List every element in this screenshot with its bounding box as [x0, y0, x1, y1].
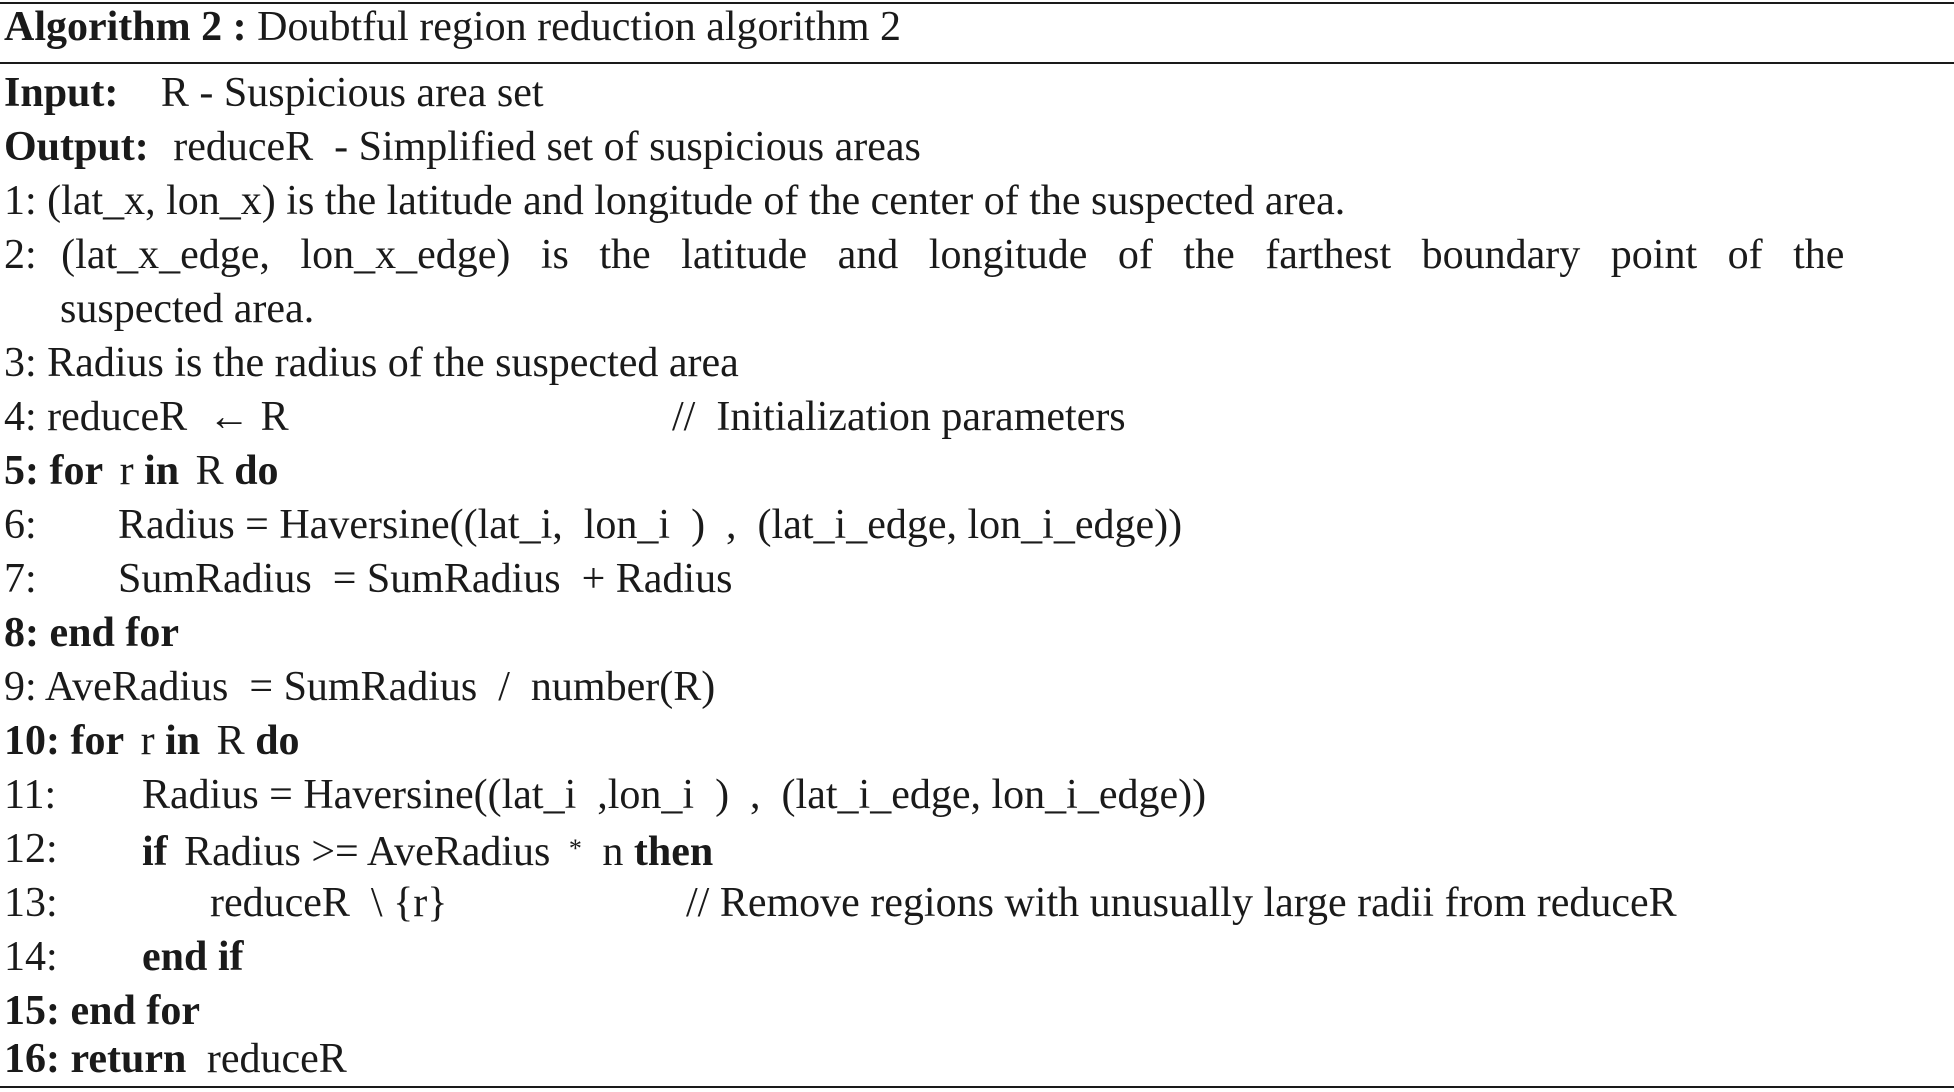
step-text: Radius = Haversine((lat_i ,lon_i ) , (lat_i_edge, lon_i_edge)) [142, 772, 1207, 818]
step-text: SumRadius = SumRadius + Radius [118, 556, 733, 602]
keyword-in: in [165, 718, 201, 764]
step-5 [4, 444, 279, 498]
step-11 [4, 768, 56, 822]
keyword-do: do [255, 718, 300, 764]
step-number: 4: [4, 394, 37, 440]
step-number: 10: [4, 718, 60, 764]
keyword-if: if [142, 829, 168, 875]
step-8 [4, 606, 179, 660]
step-1 [4, 174, 1345, 228]
output-text: reduceR - Simplified set of suspicious areas [173, 124, 921, 170]
step-number: 8: [4, 610, 39, 656]
keyword-return: return [70, 1036, 187, 1082]
step-16 [4, 1032, 347, 1086]
step-number: 7: [4, 556, 37, 602]
title-text: Doubtful region reduction algorithm 2 [257, 4, 902, 50]
input-line [4, 66, 544, 120]
step-number: 6: [4, 502, 37, 548]
step-number: 14: [4, 934, 58, 980]
step-14 [4, 930, 58, 984]
keyword-for: for [49, 448, 104, 494]
input-label: Input: [4, 70, 119, 116]
step-2 [4, 228, 1950, 282]
step-10 [4, 714, 300, 768]
step-number: 3: [4, 340, 37, 386]
step-number: 13: [4, 880, 58, 926]
bottom-rule [0, 1086, 1954, 1088]
step-text: Radius = Haversine((lat_i, lon_i ) , (lat_i_edge, lon_i_edge)) [118, 502, 1183, 548]
step-number: 1: [4, 178, 37, 224]
step-6-body [118, 498, 1182, 552]
step-13 [4, 876, 58, 930]
step-12 [4, 822, 58, 876]
step-text: reduceR ← R [47, 394, 289, 440]
step-number: 9: [4, 664, 37, 710]
step-text: suspected area. [60, 286, 315, 332]
step-text: Radius is the radius of the suspected area [47, 340, 739, 386]
step-number: 11: [4, 772, 57, 818]
step-4-comment [672, 390, 1126, 444]
step-text: (lat_x, lon_x) is the latitude and longitude of the center of the suspected area. [47, 178, 1346, 224]
step-number: 2: [4, 232, 37, 278]
condition-text: Radius >= AveRadius [184, 829, 551, 875]
multiply-operator: * [568, 834, 582, 863]
step-9 [4, 660, 715, 714]
step-13-comment [686, 876, 1677, 930]
step-7 [4, 552, 37, 606]
keyword-in: in [144, 448, 180, 494]
step-number: 16: [4, 1036, 60, 1082]
keyword-end-for: end for [70, 988, 200, 1034]
keyword-end-if: end if [142, 934, 244, 980]
step-text: (lat_x_edge, lon_x_edge) is the latitude and longitude of the farthest boundary point of the [61, 232, 1845, 278]
step-7-body [118, 552, 732, 606]
title-label: Algorithm 2 : [4, 4, 247, 50]
step-6 [4, 498, 37, 552]
step-14-body [142, 930, 244, 984]
comment-text: // Initialization parameters [672, 394, 1126, 440]
factor-variable: n [602, 829, 624, 875]
loop-variable: r [140, 718, 155, 764]
step-2-continued [60, 282, 314, 336]
step-3 [4, 336, 739, 390]
loop-set: R [216, 718, 245, 764]
keyword-end-for: end for [49, 610, 179, 656]
step-number: 15: [4, 988, 60, 1034]
step-4 [4, 390, 289, 444]
step-12-body [142, 822, 713, 876]
loop-set: R [195, 448, 224, 494]
keyword-for: for [70, 718, 125, 764]
step-11-body [142, 768, 1206, 822]
header-rule [0, 62, 1954, 64]
input-text: R - Suspicious area set [160, 70, 544, 116]
keyword-then: then [633, 829, 714, 875]
step-number: 5: [4, 448, 39, 494]
step-15 [4, 984, 200, 1038]
output-line [4, 120, 921, 174]
step-text: AveRadius = SumRadius / number(R) [44, 664, 716, 710]
return-value: reduceR [206, 1036, 347, 1082]
step-text: reduceR \ {r} [210, 880, 448, 926]
loop-variable: r [119, 448, 134, 494]
keyword-do: do [234, 448, 279, 494]
output-label: Output: [4, 124, 149, 170]
comment-text: // Remove regions with unusually large radii from reduceR [686, 880, 1677, 926]
algorithm-title [4, 0, 901, 54]
step-number: 12: [4, 826, 58, 872]
step-13-body [210, 876, 447, 930]
